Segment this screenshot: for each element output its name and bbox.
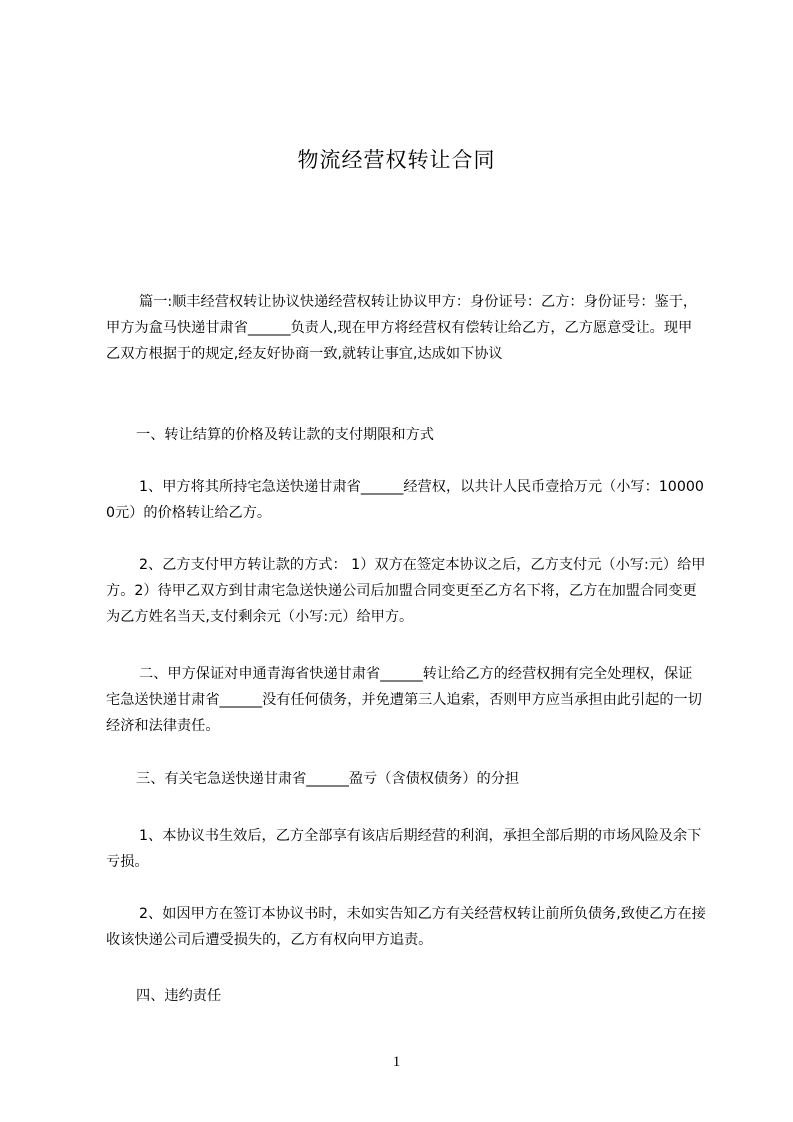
clause-3-2: 2、如因甲方在签订本协议书时，未如实告知乙方有关经营权转让前所负债务,致使乙方在接收该快递公司后遭受损失的，乙方有权向甲方追责。 — [106, 906, 706, 948]
section-heading-1: 一、转让结算的价格及转让款的支付期限和方式 — [136, 427, 434, 443]
document-title: 物流经营权转让合同 — [297, 148, 496, 172]
clause-3-1: 1、本协议书生效后，乙方全部享有该店后期经营的利润，承担全部后期的市场风险及余下亏损。 — [106, 828, 702, 870]
paragraph-intro: 篇一:顺丰经营权转让协议快递经营权转让协议甲方：身份证号：乙方：身份证号：鉴于，甲方为盒马快递甘肃省______负责人,现在甲方将经营权有偿转让给乙方，乙方愿意受让。现甲乙双方根据于的规定,经友好协商一致,就转让事宜,达成如下协议 — [106, 294, 698, 362]
section-heading-3: 三、有关宅急送快递甘肃省______盈亏（含债权债务）的分担 — [136, 771, 520, 787]
section-heading-4: 四、违约责任 — [136, 988, 222, 1004]
page-number: 1 — [392, 1054, 401, 1070]
clause-1-2: 2、乙方支付甲方转让款的方式： 1）双方在签定本协议之后，乙方支付元（小写:元）给甲方。2）待甲乙双方到甘肃宅急送快递公司后加盟合同变更至乙方名下将，乙方在加盟合同变更为乙方姓名当天,支付剩余元（小写:元）给甲方。 — [106, 557, 706, 625]
clause-1-1: 1、甲方将其所持宅急送快递甘肃省______经营权，以共计人民币壹拾万元（小写：100000元）的价格转让给乙方。 — [106, 479, 704, 521]
section-2: 二、甲方保证对申通青海省快递甘肃省______转让给乙方的经营权拥有完全处理权，保证宅急送快递甘肃省______没有任何债务，并免遭第三人追索，否则甲方应当承担由此引起的一切经济和法律责任。 — [106, 666, 702, 734]
